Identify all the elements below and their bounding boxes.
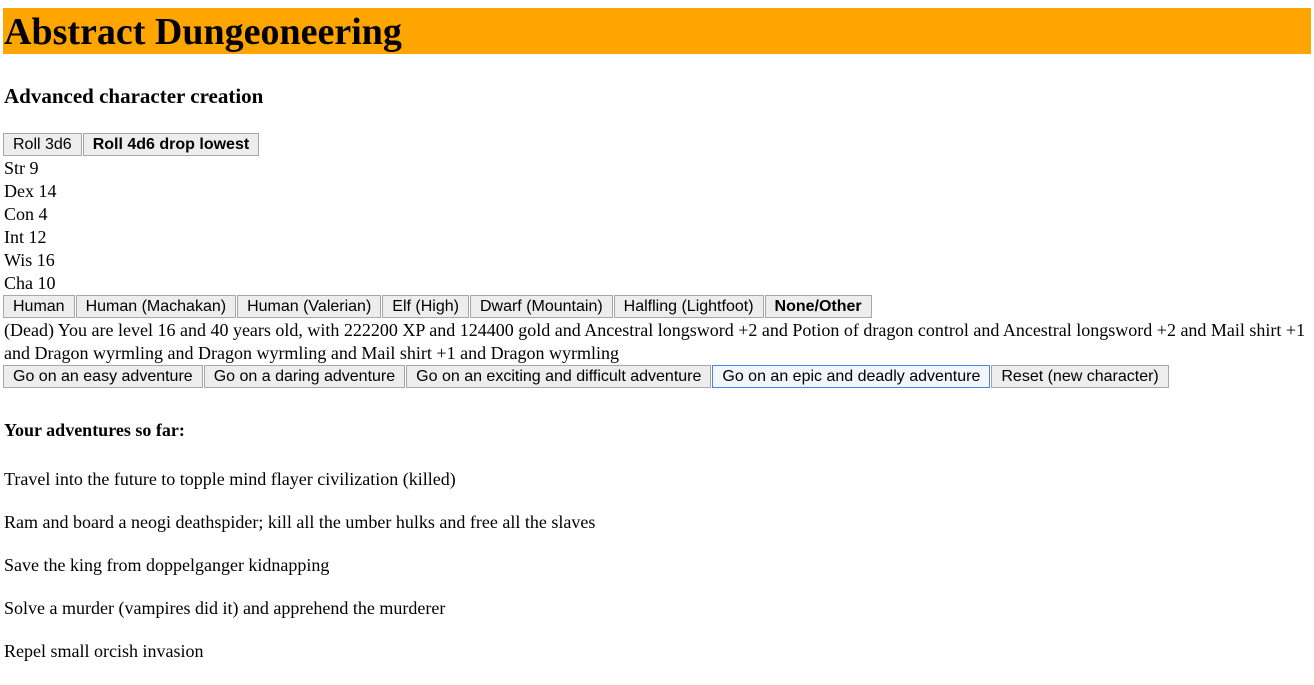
race-dwarf-mountain-button[interactable]: Dwarf (Mountain): [470, 295, 613, 318]
reset-character-button[interactable]: Reset (new character): [991, 365, 1168, 388]
adventure-item: Solve a murder (vampires did it) and apprehend the murderer: [4, 598, 446, 618]
adventure-item: Repel small orcish invasion: [4, 641, 204, 661]
adventure-item: Ram and board a neogi deathspider; kill all the umber hulks and free all the slaves: [4, 512, 596, 532]
roll-3d6-button[interactable]: Roll 3d6: [3, 133, 82, 156]
race-human-valerian-button[interactable]: Human (Valerian): [237, 295, 381, 318]
race-human-button[interactable]: Human: [3, 295, 75, 318]
adventure-item: Save the king from doppelganger kidnapping: [4, 555, 330, 575]
race-halfling-lightfoot-button[interactable]: Halfling (Lightfoot): [614, 295, 764, 318]
adventure-item: Travel into the future to topple mind flayer civilization (killed): [4, 469, 456, 489]
stat-str: Str 9: [4, 158, 39, 178]
roll-button-group: [3, 133, 1311, 156]
daring-adventure-button[interactable]: Go on a daring adventure: [204, 365, 405, 388]
race-human-machakan-button[interactable]: Human (Machakan): [76, 295, 237, 318]
easy-adventure-button[interactable]: Go on an easy adventure: [3, 365, 203, 388]
section-subtitle: Advanced character creation: [4, 84, 264, 108]
stat-int: Int 12: [4, 227, 47, 247]
ability-scores: [3, 157, 1311, 295]
adventures-heading: Your adventures so far:: [4, 420, 185, 440]
stat-cha: Cha 10: [4, 273, 56, 293]
roll-4d6-drop-lowest-button[interactable]: Roll 4d6 drop lowest: [83, 133, 259, 156]
character-status: (Dead) You are level 16 and 40 years old, with 222200 XP and 124400 gold and Ancestral longsword +2 and Potion of dragon control and Ancestral longsword +2 and Mail shirt +1 and Dragon wyrmling and Dragon wyrmling and Mail shirt +1 and Dragon wyrmling: [4, 320, 1306, 363]
page-title: Abstract Dungeoneering: [3, 8, 1311, 54]
race-button-group: [3, 295, 1311, 319]
epic-deadly-adventure-button[interactable]: Go on an epic and deadly adventure: [712, 365, 990, 388]
adventures-list: [3, 468, 1311, 662]
adventure-button-group: [3, 365, 1311, 389]
race-elf-high-button[interactable]: Elf (High): [382, 295, 469, 318]
stat-dex: Dex 14: [4, 181, 57, 201]
stat-wis: Wis 16: [4, 250, 55, 270]
race-none-other-button[interactable]: None/Other: [765, 295, 872, 318]
exciting-difficult-adventure-button[interactable]: Go on an exciting and difficult adventure: [406, 365, 711, 388]
stat-con: Con 4: [4, 204, 48, 224]
